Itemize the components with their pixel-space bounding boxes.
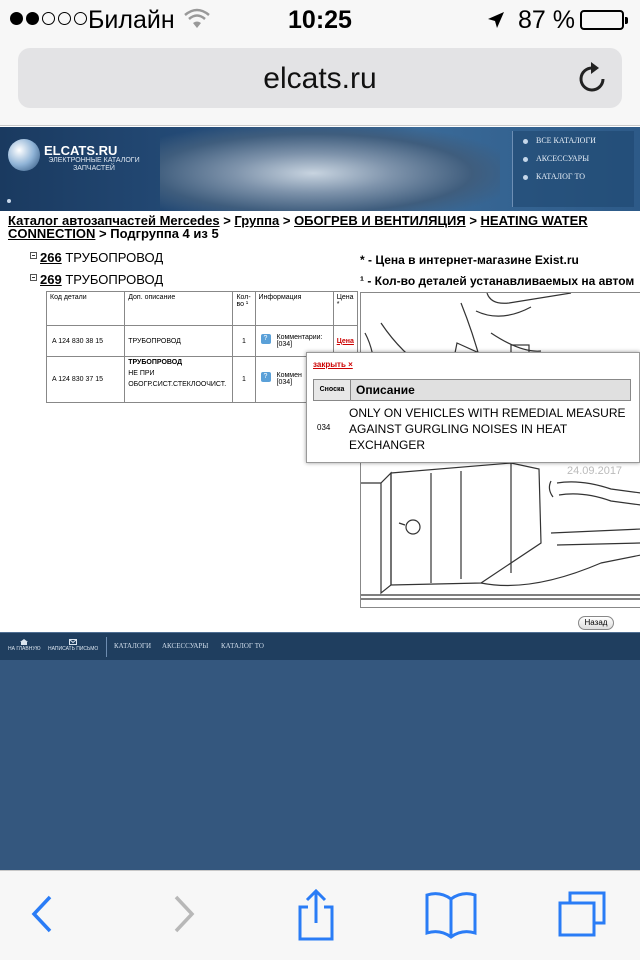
info-icon[interactable]: ?	[261, 334, 271, 344]
battery-icon	[580, 10, 624, 30]
collapse-icon[interactable]	[30, 274, 37, 281]
home-icon	[20, 639, 28, 645]
qty-note: ¹ - Кол-во деталей устанавливаемых на автом	[360, 274, 635, 288]
footer-area	[0, 660, 640, 870]
url-text: elcats.ru	[263, 62, 377, 95]
expand-icon[interactable]	[30, 252, 37, 259]
site-header-banner	[0, 127, 640, 211]
breadcrumb-sep: >	[99, 226, 107, 241]
battery-percent: 87 %	[518, 6, 575, 34]
drawing-date: 24.09.2017	[567, 465, 623, 477]
popup-note-code: 034	[317, 423, 331, 432]
share-icon[interactable]	[296, 889, 336, 948]
popup-note-description: ONLY ON VEHICLES WITH REMEDIAL MEASURE AGAINST GURGLING NOISES IN HEAT EXCHANGER	[349, 406, 626, 452]
part-description: ТРУБОПРОВОД	[125, 326, 233, 357]
globe-logo-icon[interactable]	[8, 139, 40, 171]
menu-all-catalogs[interactable]: ВСЕ КАТАЛОГИ	[513, 133, 634, 149]
col-qty: Кол-во ¹	[233, 292, 255, 326]
popup-col-description: Описание	[350, 379, 631, 401]
breadcrumb-sep: >	[223, 213, 231, 228]
col-part-code: Код детали	[47, 292, 125, 326]
site-brand-subtitle: ЭЛЕКТРОННЫЕ КАТАЛОГИ ЗАПЧАСТЕЙ	[48, 157, 140, 172]
engine-illustration	[160, 127, 500, 211]
footer-home-label: НА ГЛАВНУЮ	[8, 646, 41, 652]
tree-item[interactable]	[30, 250, 163, 265]
part-qty: 1	[233, 357, 255, 403]
url-field[interactable]	[18, 48, 622, 108]
breadcrumb-group[interactable]: Группа	[234, 213, 280, 228]
footer-link-accessories[interactable]: АКСЕССУАРЫ	[162, 642, 209, 650]
price-link[interactable]: Цена	[333, 326, 357, 357]
banner-dot-icon	[7, 199, 11, 203]
part-number: A 124 830 37 15	[47, 357, 125, 403]
reload-icon[interactable]	[578, 60, 608, 99]
col-price: Цена *	[333, 292, 357, 326]
part-description-main: ТРУБОПРОВОД	[128, 359, 183, 366]
footer-write[interactable]	[48, 639, 98, 652]
comment-label: Коммен	[276, 371, 302, 379]
site-brand[interactable]: ELCATS.RU	[44, 143, 118, 158]
part-number: A 124 830 38 15	[47, 326, 125, 357]
breadcrumb-sep: >	[282, 213, 291, 228]
info-icon[interactable]: ?	[261, 372, 271, 382]
part-qty: 1	[233, 326, 255, 357]
browser-toolbar	[0, 870, 640, 960]
comment-label: Комментарии:	[276, 334, 323, 341]
breadcrumb	[8, 214, 638, 240]
comment-code[interactable]: [034]	[276, 378, 293, 386]
price-note: * - Цена в интернет-магазине Exist.ru	[360, 253, 579, 267]
header-menu	[512, 131, 634, 207]
tree-item-label: ТРУБОПРОВОД	[65, 250, 164, 265]
breadcrumb-section[interactable]: ОБОГРЕВ И ВЕНТИЛЯЦИЯ	[294, 213, 466, 228]
status-bar	[0, 0, 640, 40]
clock: 10:25	[288, 6, 352, 34]
menu-accessories[interactable]: АКСЕССУАРЫ	[513, 151, 634, 167]
footer-write-label: НАПИСАТЬ ПИСЬМО	[48, 646, 99, 652]
address-bar	[0, 40, 640, 126]
breadcrumb-current: Подгруппа 4 из 5	[110, 226, 219, 241]
back-arrow-icon[interactable]	[28, 889, 56, 944]
part-description	[125, 357, 233, 403]
comment-code[interactable]: [034]	[276, 341, 293, 348]
bookmarks-icon[interactable]	[424, 889, 478, 944]
popup-close-button[interactable]: закрыть ×	[313, 360, 353, 369]
carrier-name: Билайн	[88, 6, 175, 34]
footer-link-maintenance[interactable]: КАТАЛОГ ТО	[221, 642, 264, 650]
mail-icon	[69, 639, 77, 645]
footer-link-catalogs[interactable]: КАТАЛОГИ	[114, 642, 151, 650]
table-header-row	[47, 292, 358, 326]
menu-maintenance-catalog[interactable]: КАТАЛОГ ТО	[513, 169, 634, 185]
tabs-icon[interactable]	[556, 889, 610, 944]
back-button[interactable]: Назад	[578, 616, 614, 630]
footer-divider	[106, 637, 107, 657]
tree-item[interactable]	[30, 272, 163, 287]
popup-col-note: Сноска	[313, 379, 351, 401]
tree-item-number[interactable]: 266	[40, 250, 62, 265]
comment-popup	[306, 352, 640, 463]
tree-item-number[interactable]: 269	[40, 272, 62, 287]
footer-nav	[0, 632, 640, 660]
location-arrow-icon	[486, 10, 506, 35]
col-extra-desc: Доп. описание	[125, 292, 233, 326]
breadcrumb-catalog[interactable]: Каталог автозапчастей Mercedes	[8, 213, 220, 228]
part-description-extra: НЕ ПРИ ОБОГР.СИСТ.СТЕКЛООЧИСТ.	[128, 370, 227, 388]
col-info: Информация	[255, 292, 333, 326]
tree-item-label: ТРУБОПРОВОД	[65, 272, 164, 287]
forward-arrow-icon[interactable]	[170, 889, 198, 944]
breadcrumb-subsection[interactable]: HEATING WATER CONNECTION	[8, 213, 588, 241]
breadcrumb-sep: >	[469, 213, 477, 228]
footer-home[interactable]	[8, 639, 41, 652]
